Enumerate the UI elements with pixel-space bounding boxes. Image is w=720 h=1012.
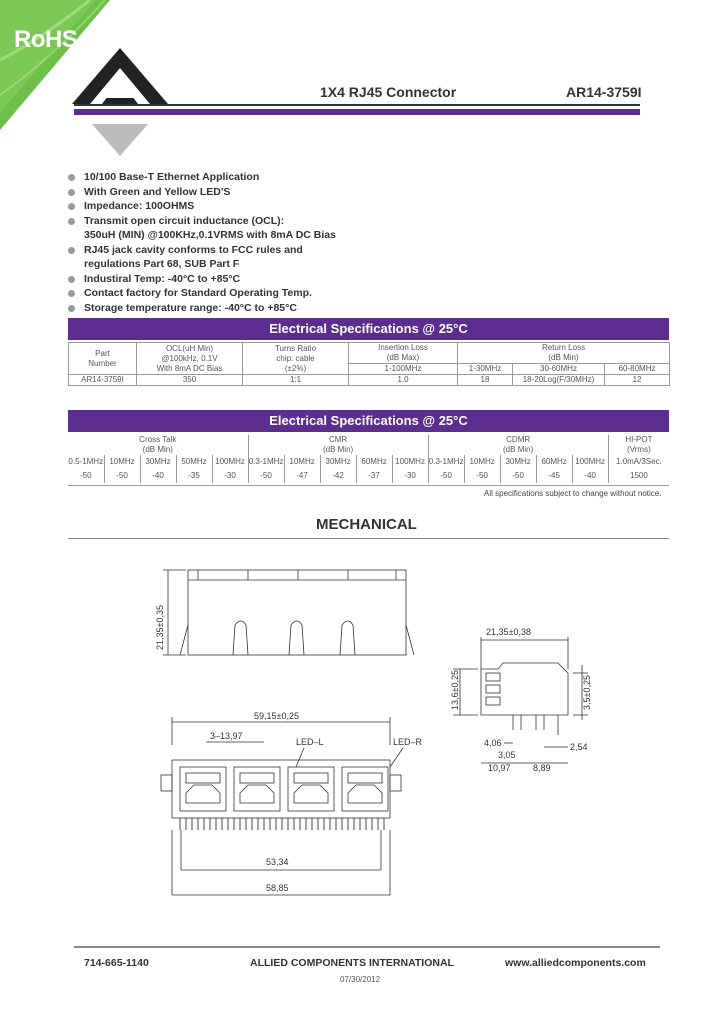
table-cell: -50 (500, 469, 536, 483)
table-cell: 1.0 (349, 375, 458, 386)
table-cell: -50 (248, 469, 284, 483)
dim-side-right: 3,5±0,25 (582, 675, 592, 710)
bullet-icon (68, 247, 75, 254)
table-cell: -40 (572, 469, 608, 483)
table-cell: 1500 (608, 469, 669, 483)
dim-front-height: 21,35±0,35 (155, 605, 165, 650)
spec2-sub: 0.5-1MHz (68, 457, 104, 466)
spec2-hipot-header: HI-POT (Vrms) (608, 435, 669, 455)
side-view (450, 627, 592, 773)
dim-side-height: 13,6±0,25 (450, 670, 460, 710)
page-title: 1X4 RJ45 Connector (320, 84, 457, 100)
feature-item-continuation: regulations Part 68, SUB Part F (84, 258, 240, 270)
feature-item-continuation: 350uH (MIN) @100KHz,0.1VRMS with 8mA DC Bias (84, 229, 336, 241)
front-view (155, 570, 414, 655)
bullet-icon (68, 189, 75, 196)
spec1-rl-header: Return Loss (dB Min) (458, 343, 670, 364)
spec2-sub: 10MHz (464, 455, 500, 469)
table-cell: -30 (212, 469, 248, 483)
footer-divider (74, 946, 660, 948)
dim-10-97: 10,97 (488, 763, 511, 773)
spec1-rl-sub: 30-60MHz (513, 364, 605, 375)
table-cell: -50 (428, 469, 464, 483)
bullet-icon (68, 174, 75, 181)
spec2-sub: 30MHz (320, 455, 356, 469)
footer-website-link[interactable]: www.alliedcomponents.com (505, 957, 646, 969)
table-row (68, 469, 669, 483)
dim-4-06: 4,06 (484, 738, 502, 748)
spec2-sub: 30MHz (140, 455, 176, 469)
header-accent-bar (74, 109, 640, 115)
spec2-sub: 60MHz (536, 455, 572, 469)
spec1-ocl-header: OCL(uH Min) @100kHz, 0.1V With 8mA DC Bias (137, 343, 243, 375)
feature-item: Transmit open circuit inductance (OCL): (68, 214, 428, 229)
spec1-turns-header: Turns Ratio chip: cable (±2%) (243, 343, 349, 375)
bullet-icon (68, 218, 75, 225)
spec2-table (68, 435, 669, 483)
spec1-part-header: Part Number (69, 343, 137, 375)
table-cell: -45 (536, 469, 572, 483)
table-row (69, 375, 670, 386)
part-number: AR14-3759I (566, 84, 642, 100)
table-cell: -42 (320, 469, 356, 483)
spec2-sub: 100MHz (212, 455, 248, 469)
bullet-icon (68, 305, 75, 312)
table-cell: 12 (605, 375, 670, 386)
dim-top-width: 59,15±0,25 (254, 711, 299, 721)
bullet-icon (68, 276, 75, 283)
spec2-sub: 1.0mA/3Sec. (608, 455, 669, 469)
spec2-crosstalk-header: Cross Talk (dB Min) (139, 435, 177, 454)
spec1-title: Electrical Specifications @ 25°C (68, 318, 669, 340)
feature-item: Industiral Temp: -40°C to +85°C (68, 272, 428, 287)
spec2-cdmr-header: CDMR (dB Min) (428, 435, 608, 455)
spec1-rl-sub: 1-30MHz (458, 364, 513, 375)
feature-item: Contact factory for Standard Operating Temp. (68, 286, 428, 301)
dim-3-05: 3,05 (498, 750, 516, 760)
spec2-sub: 0.3-1MHz (248, 455, 284, 469)
bullet-icon (68, 290, 75, 297)
table-cell: -35 (176, 469, 212, 483)
spec2-sub: 60MHz (356, 455, 392, 469)
mechanical-drawing (68, 545, 669, 945)
feature-item: 10/100 Base-T Ethernet Application (68, 170, 428, 185)
dim-inner-width: 53,34 (266, 857, 289, 867)
spec2-sub: 30MHz (500, 455, 536, 469)
table-cell: 1:1 (243, 375, 349, 386)
table-cell: -47 (284, 469, 320, 483)
spec2-sub: 100MHz (572, 455, 608, 469)
table-cell: 350 (137, 375, 243, 386)
table-cell: AR14-3759I (69, 375, 137, 386)
spec2-sub: 10MHz (104, 455, 140, 469)
mechanical-divider (68, 538, 669, 539)
label-led-r: LED–R (393, 737, 423, 747)
dim-pitch: 3–13,97 (210, 731, 243, 741)
feature-item: Storage temperature range: -40°C to +85°C (68, 301, 428, 316)
bottom-view (161, 711, 423, 895)
table-cell: 18-20Log(F/30MHz) (513, 375, 605, 386)
table-cell: -50 (464, 469, 500, 483)
header-divider (74, 104, 640, 106)
label-led-l: LED–L (296, 737, 324, 747)
dim-side-width: 21,35±0,38 (486, 627, 531, 637)
table-cell: -50 (104, 469, 140, 483)
spec2-title: Electrical Specifications @ 25°C (68, 410, 669, 432)
spec2-divider (68, 485, 669, 486)
footer-date: 07/30/2012 (340, 975, 381, 984)
spec1-il-header: Insertion Loss (dB Max) (349, 343, 458, 364)
table-cell: 18 (458, 375, 513, 386)
feature-item: RJ45 jack cavity conforms to FCC rules and (68, 243, 428, 258)
table-cell: -30 (392, 469, 428, 483)
footer-company: ALLIED COMPONENTS INTERNATIONAL (250, 957, 454, 969)
spec1-table (68, 342, 670, 386)
bullet-icon (68, 203, 75, 210)
spec1-il-sub: 1-100MHz (349, 364, 458, 375)
rohs-label: RoHS (14, 26, 78, 53)
spec-note: All specifications subject to change without notice. (484, 489, 662, 498)
spec2-cmr-header: CMR (dB Min) (248, 435, 428, 455)
spec1-rl-sub: 60-80MHz (605, 364, 670, 375)
dim-2-54: 2,54 (570, 742, 588, 752)
footer-phone: 714-665-1140 (84, 957, 149, 969)
table-cell: -40 (140, 469, 176, 483)
feature-list (68, 170, 428, 315)
dim-8-89: 8,89 (533, 763, 551, 773)
spec2-sub: 10MHz (284, 455, 320, 469)
mechanical-title: MECHANICAL (316, 516, 417, 533)
table-cell: -50 (79, 471, 92, 480)
feature-item: Impedance: 100OHMS (68, 199, 428, 214)
spec2-sub: 0.3-1MHz (428, 455, 464, 469)
spec2-sub: 100MHz (392, 455, 428, 469)
feature-item: With Green and Yellow LED'S (68, 185, 428, 200)
table-cell: -37 (356, 469, 392, 483)
spec2-sub: 50MHz (176, 455, 212, 469)
dim-outer-width: 58,85 (266, 883, 289, 893)
